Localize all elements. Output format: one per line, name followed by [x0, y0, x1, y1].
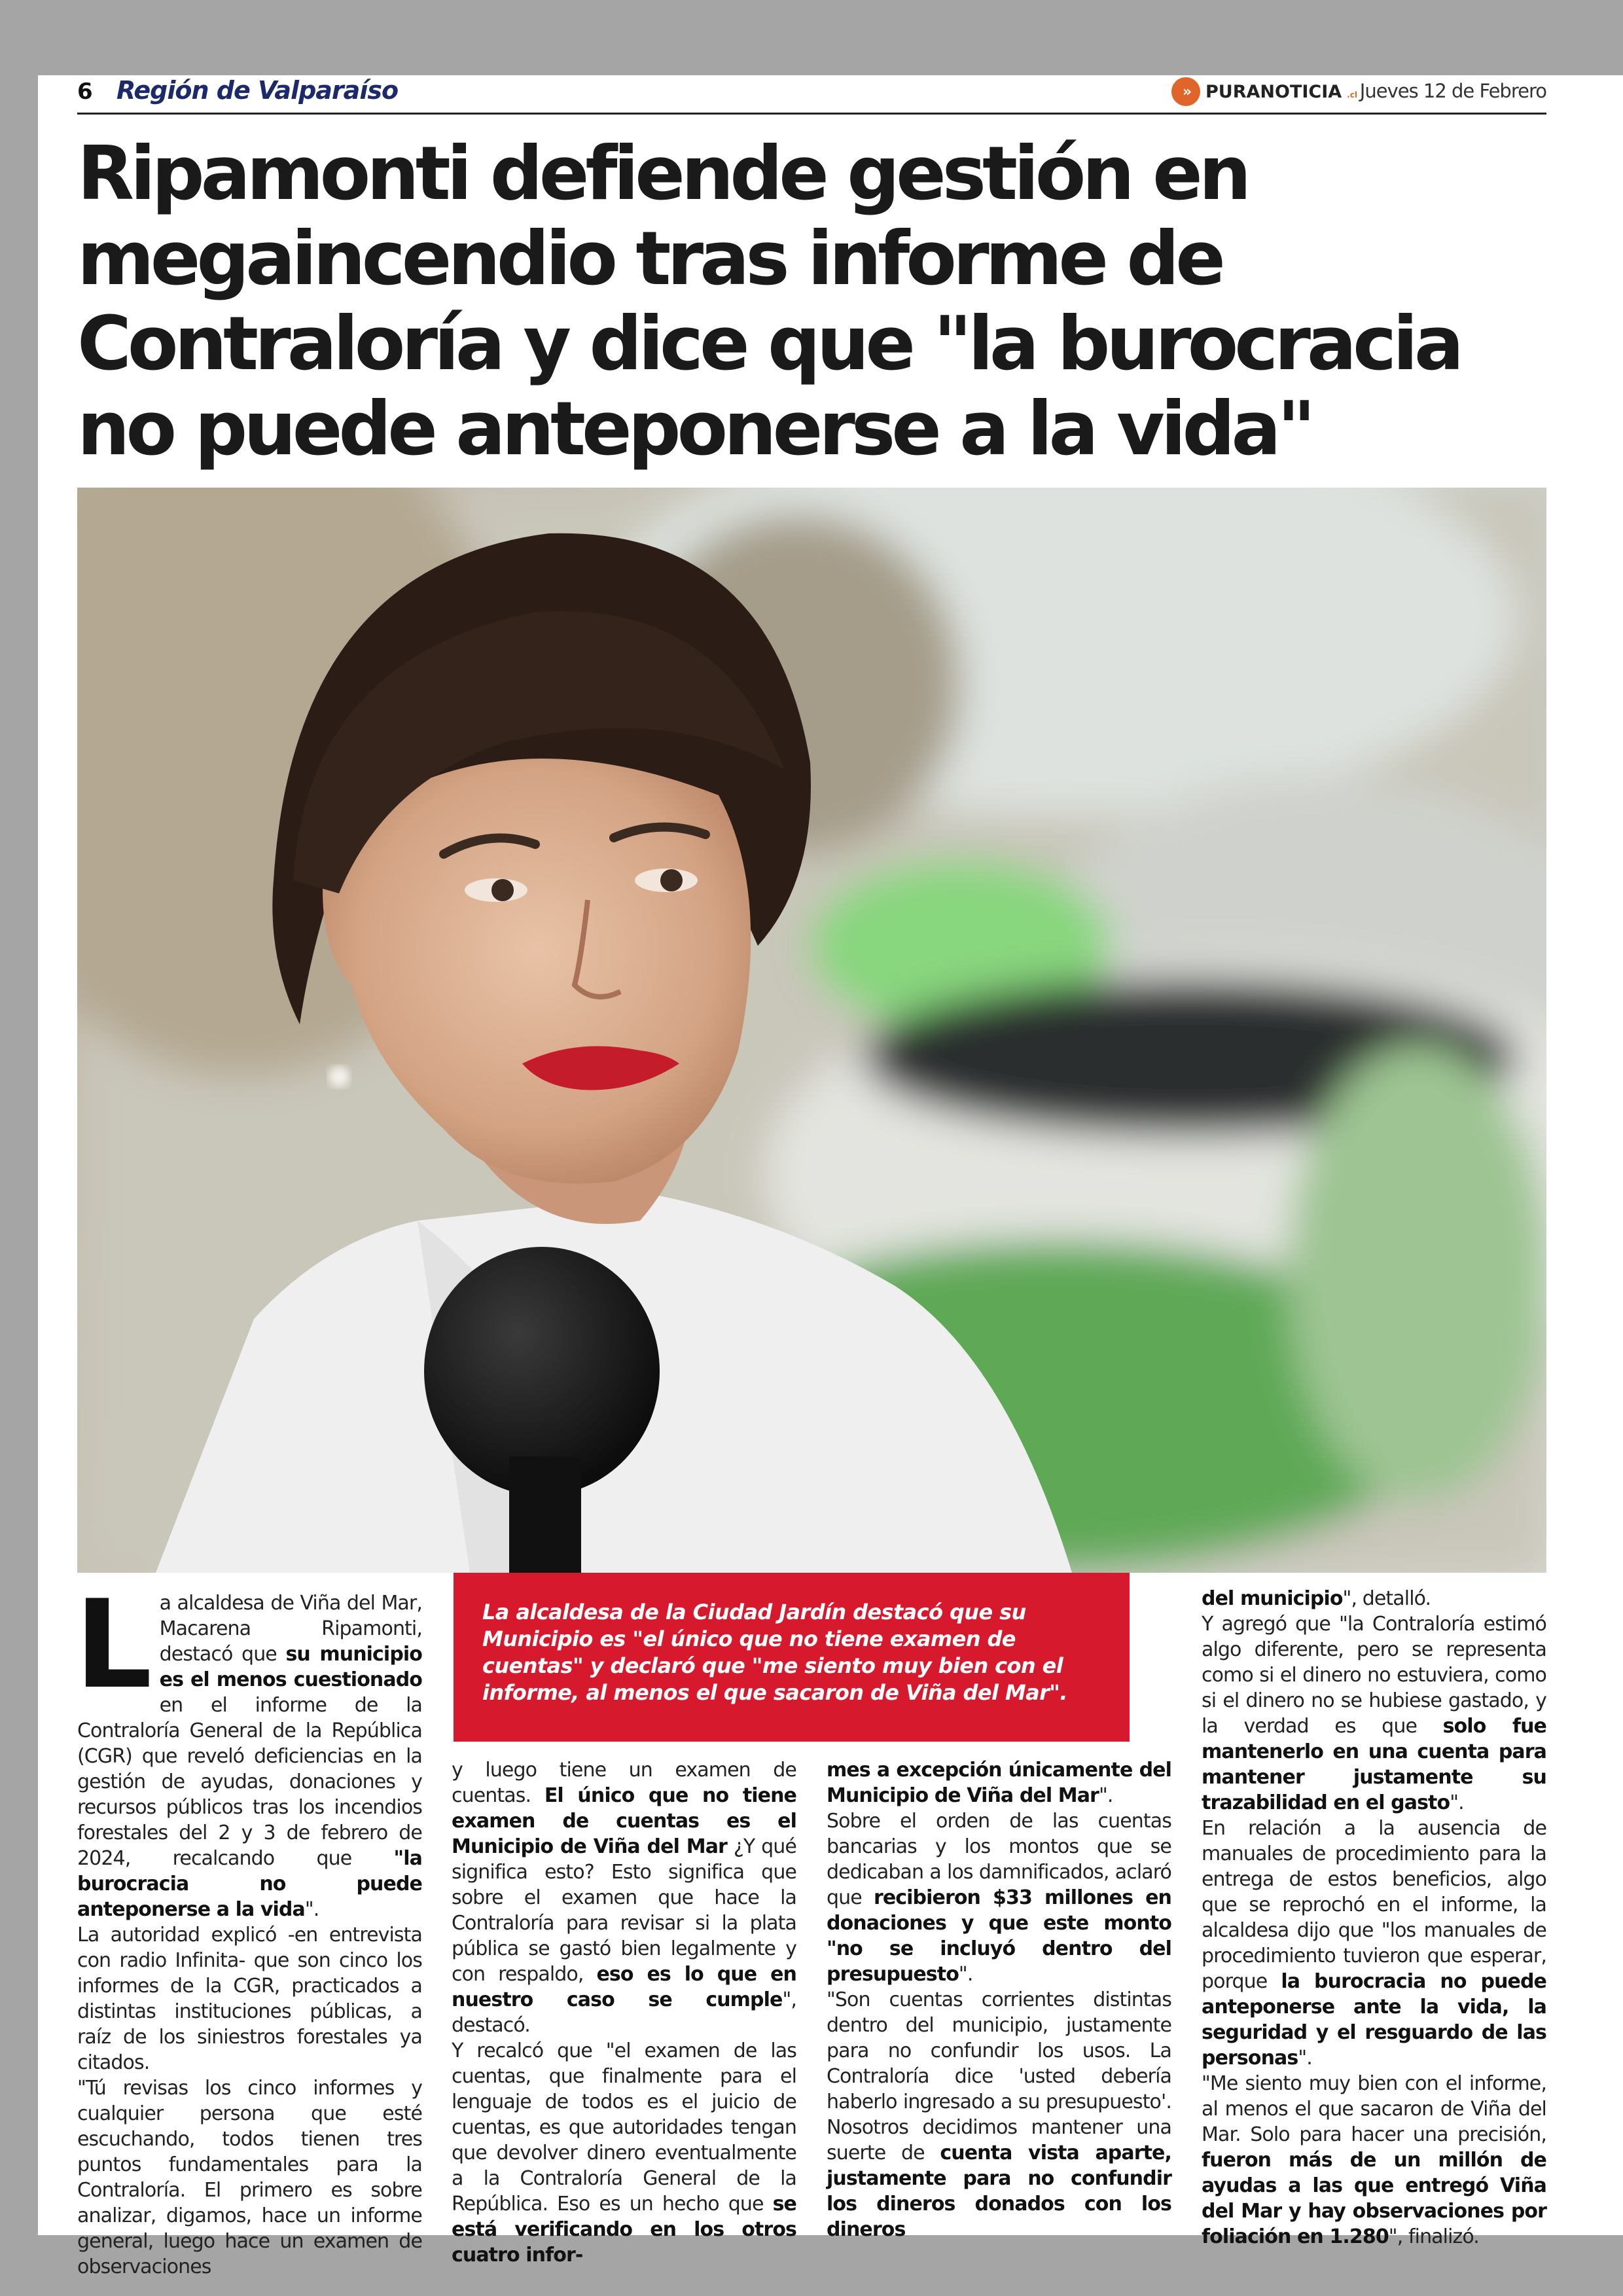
paragraph-text: Y recalcó que "el examen de las cuentas, que finalmente para el lenguaje de todos es el juicio de cuentas, es que autoridades tengan que devolver dinero eventualmente a la Contraloría General de la República. Eso es un hecho que	[452, 2039, 796, 2215]
paragraph-text: ¿Y qué significa esto? Esto significa que sobre el examen que hace la Contraloría para revisar si la plata pública se gastó bien legalmente y con respaldo,	[452, 1835, 796, 1986]
paragraph-text: "Tú revisas los cinco informes y cualquier persona que esté escuchando, todos tienen tres puntos fundamentales para la Contraloría. El primero es sobre analizar, digamos, hace un informe general, luego hace un examen de observaciones	[77, 2077, 422, 2278]
paragraph-text: "Me siento muy bien con el informe, al menos el que sacaron de Viña del Mar. Solo para hacer una precisión,	[1202, 2072, 1546, 2146]
article-column-3	[827, 1757, 1171, 2242]
article-paragraph	[1202, 1586, 1546, 1611]
paragraph-text: "Son cuentas corrientes distintas dentro del municipio, justamente para no confundir los usos. La Contraloría dice 'usted debería haberlo ingresado a su presupuesto'. Nosotros decidimos mantener una suerte de	[827, 1988, 1171, 2164]
article-paragraph	[77, 2075, 422, 2280]
article-paragraph	[1202, 1816, 1546, 2071]
column-paragraphs	[452, 1757, 796, 2268]
column-paragraphs	[827, 1757, 1171, 2242]
paragraph-text: ".	[304, 1898, 319, 1921]
paragraph-text: La autoridad explicó -en entrevista con radio Infinita- que son cinco los informes de la CGR, practicados a distintas instituciones públicas, a raíz de los siniestros forestales ya citados.	[77, 1924, 422, 2074]
emphasis-text: del municipio	[1202, 1587, 1343, 1610]
article-paragraph	[1202, 1611, 1546, 1816]
emphasis-text: mes a excepción únicamente del Municipio de Viña del Mar	[827, 1759, 1171, 1807]
article-headline: Ripamonti defiende gestión en megaincendio tras informe de Contraloría y dice que "la burocracia no puede anteponerse a la vida"	[77, 130, 1461, 472]
column-paragraphs	[1202, 1586, 1546, 2250]
article-paragraph	[827, 1808, 1171, 1987]
paragraph-text: Sobre el orden de las cuentas bancarias y los montos que se dedicaban a los damnificados, aclaró que	[827, 1810, 1171, 1909]
paragraph-text: En relación a la ausencia de manuales de procedimiento para la entrega de estos beneficios, algo que se reprochó en el informe, la alcaldesa dijo que "los manuales de procedimiento tuvieron que esperar, porque	[1202, 1817, 1546, 1993]
pull-quote-text: La alcaldesa de la Ciudad Jardín destacó que su Municipio es "el único que no tiene examen de cuentas" y declaró que "me siento muy bien con el informe, al menos el que sacaron de Viña del Mar".	[482, 1600, 1067, 1705]
page-header	[77, 72, 1546, 115]
paragraph-text: ", finalizó.	[1388, 2225, 1479, 2248]
emphasis-text: El único que no tiene examen de cuentas es el Municipio de Viña del Mar	[452, 1784, 796, 1858]
paragraph-text: en el informe de la Contraloría General de la República (CGR) que reveló deficiencias en la gestión de ayudas, donaciones y recursos públicos tras los incendios forestales del 2 y 3 de febrero de 2024, recalcando que	[77, 1694, 422, 1870]
article-column-1	[75, 1573, 422, 2280]
emphasis-text: "la burocracia no puede anteponerse a la vida	[77, 1847, 422, 1921]
emphasis-text: cuenta vista aparte, justamente para no confundir los dineros donados con los dineros	[827, 2142, 1171, 2241]
double-chevron-logo-icon: ››	[1171, 77, 1200, 106]
emphasis-text: solo fue mantenerlo en una cuenta para mantener justamente su trazabilidad en el gasto	[1202, 1715, 1546, 1814]
article-paragraph	[77, 1922, 422, 2075]
paragraph-text: a alcaldesa de Viña del Mar, Macarena Ripamonti, destacó que	[159, 1592, 422, 1666]
paragraph-text: ".	[1298, 2047, 1312, 2070]
drop-cap: L	[75, 1573, 152, 1715]
paragraph-text: ".	[958, 1963, 973, 1986]
page-number: 6	[77, 79, 93, 105]
paragraph-text: Y agregó que "la Contraloría estimó algo diferente, pero se representa como si el dinero no estuviera, como si el dinero no se hubiese gastado, y la verdad es que	[1202, 1613, 1546, 1738]
header-rule	[77, 113, 1546, 115]
article-paragraph	[452, 1757, 796, 2038]
article-column-2	[452, 1757, 796, 2268]
paragraph-text: y luego tiene un examen de cuentas.	[452, 1759, 796, 1807]
article-paragraph	[827, 1987, 1171, 2242]
article-photo	[77, 488, 1546, 1573]
logo-text: PURANOTICIA	[1205, 81, 1342, 102]
paragraph-text: ", detalló.	[1342, 1587, 1431, 1610]
paragraph-text: ".	[1450, 1791, 1464, 1814]
article-paragraph	[452, 2038, 796, 2268]
article-paragraph	[1202, 2071, 1546, 2250]
puranoticia-logo	[1171, 76, 1357, 107]
emphasis-text: se está verificando en los otros cuatro infor-	[452, 2193, 796, 2267]
paragraph-text: ", destacó.	[452, 1988, 796, 2037]
emphasis-text: recibieron $33 millones en donaciones y que este monto "no se incluyó dentro del presupuesto	[827, 1886, 1171, 1986]
emphasis-text: su municipio es el menos cuestionado	[159, 1643, 422, 1691]
emphasis-text: eso es lo que en nuestro caso se cumple	[452, 1963, 796, 2011]
logo-suffix: .cl	[1347, 90, 1357, 99]
paragraph-text: ".	[1098, 1784, 1113, 1807]
article-column-4	[1202, 1586, 1546, 2250]
pull-quote	[454, 1573, 1130, 1742]
issue-date: Jueves 12 de Febrero	[1359, 80, 1546, 102]
article-paragraph	[827, 1757, 1171, 1808]
emphasis-text: fueron más de un millón de ayudas a las que entregó Viña del Mar y hay observaciones por foliación en 1.280	[1202, 2149, 1546, 2248]
section-title: Región de Valparaíso	[116, 76, 399, 105]
emphasis-text: la burocracia no puede anteponerse ante la vida, la seguridad y el resguardo de las personas	[1202, 1970, 1546, 2070]
